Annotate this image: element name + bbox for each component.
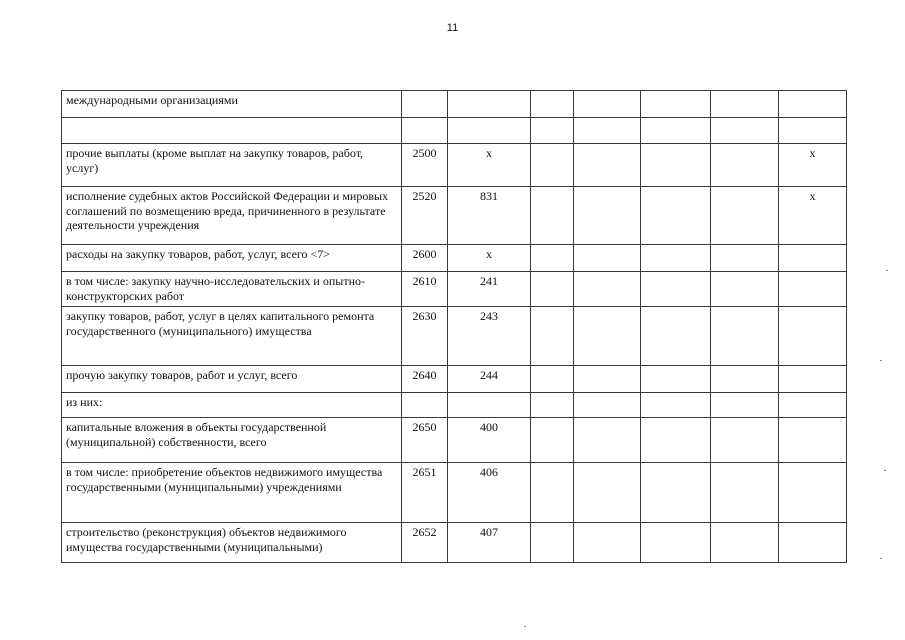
row-name-cell: строительство (реконструкция) объектов недвижимого имущества государственными (муниципальными) xyxy=(62,523,402,563)
row-value-cell xyxy=(711,91,779,118)
row-kbk-cell xyxy=(448,393,531,418)
row-value-cell xyxy=(711,307,779,366)
row-value-cell xyxy=(641,393,711,418)
row-kbk-cell: х xyxy=(448,245,531,272)
row-value-cell xyxy=(779,272,847,307)
row-value-cell xyxy=(574,523,641,563)
row-value-cell xyxy=(531,245,574,272)
row-code-cell: 2652 xyxy=(402,523,448,563)
table-row xyxy=(62,523,847,563)
scan-speck xyxy=(886,270,888,271)
row-code-cell: 2610 xyxy=(402,272,448,307)
row-value-cell xyxy=(641,187,711,245)
row-value-cell xyxy=(779,307,847,366)
row-kbk-cell: 241 xyxy=(448,272,531,307)
row-value-cell xyxy=(641,418,711,463)
row-kbk-cell: 244 xyxy=(448,366,531,393)
row-value-cell xyxy=(574,118,641,144)
row-value-cell xyxy=(531,272,574,307)
row-value-cell xyxy=(779,523,847,563)
row-value-cell xyxy=(711,523,779,563)
budget-table xyxy=(61,90,847,563)
table-row xyxy=(62,463,847,523)
row-value-cell xyxy=(531,393,574,418)
row-value-cell xyxy=(711,463,779,523)
scan-speck xyxy=(880,360,882,361)
page-number: 11 xyxy=(446,22,459,34)
row-value-cell: х xyxy=(779,187,847,245)
row-kbk-cell: 406 xyxy=(448,463,531,523)
row-value-cell xyxy=(574,272,641,307)
row-name-cell xyxy=(62,118,402,144)
row-name-cell: расходы на закупку товаров, работ, услуг, всего <7> xyxy=(62,245,402,272)
row-kbk-cell: 400 xyxy=(448,418,531,463)
table-row xyxy=(62,307,847,366)
row-kbk-cell: 407 xyxy=(448,523,531,563)
row-name-cell: капитальные вложения в объекты государственной (муниципальной) собственности, всего xyxy=(62,418,402,463)
row-value-cell xyxy=(574,144,641,187)
row-value-cell xyxy=(531,463,574,523)
row-value-cell xyxy=(641,118,711,144)
row-code-cell: 2520 xyxy=(402,187,448,245)
row-name-cell: в том числе: приобретение объектов недвижимого имущества государственными (муниципальными) учреждениями xyxy=(62,463,402,523)
row-name-cell: международными организациями xyxy=(62,91,402,118)
row-name-cell: закупку товаров, работ, услуг в целях капитального ремонта государственного (муниципального) имущества xyxy=(62,307,402,366)
row-value-cell xyxy=(574,418,641,463)
row-value-cell xyxy=(779,245,847,272)
scan-speck xyxy=(884,470,886,471)
scan-speck xyxy=(880,558,882,559)
table-row xyxy=(62,418,847,463)
table-row xyxy=(62,366,847,393)
table-row xyxy=(62,118,847,144)
row-value-cell xyxy=(531,187,574,245)
table-row xyxy=(62,393,847,418)
row-code-cell xyxy=(402,91,448,118)
row-value-cell xyxy=(641,463,711,523)
row-value-cell xyxy=(711,144,779,187)
row-value-cell xyxy=(574,393,641,418)
table-row xyxy=(62,245,847,272)
row-value-cell xyxy=(531,91,574,118)
row-value-cell xyxy=(531,366,574,393)
row-value-cell xyxy=(641,366,711,393)
row-kbk-cell: 831 xyxy=(448,187,531,245)
row-value-cell xyxy=(574,463,641,523)
row-kbk-cell xyxy=(448,91,531,118)
row-value-cell xyxy=(641,307,711,366)
row-value-cell xyxy=(641,523,711,563)
row-code-cell: 2600 xyxy=(402,245,448,272)
row-name-cell: исполнение судебных актов Российской Федерации и мировых соглашений по возмещению вреда, причиненного в результате деятельности учреждения xyxy=(62,187,402,245)
row-value-cell xyxy=(641,144,711,187)
row-value-cell: х xyxy=(779,144,847,187)
row-name-cell: из них: xyxy=(62,393,402,418)
row-code-cell xyxy=(402,393,448,418)
scan-speck xyxy=(524,626,526,627)
table-row xyxy=(62,91,847,118)
row-value-cell xyxy=(641,245,711,272)
row-name-cell: в том числе: закупку научно-исследовательских и опытно-конструкторских работ xyxy=(62,272,402,307)
row-value-cell xyxy=(531,418,574,463)
row-value-cell xyxy=(574,91,641,118)
row-kbk-cell: 243 xyxy=(448,307,531,366)
row-name-cell: прочую закупку товаров, работ и услуг, всего xyxy=(62,366,402,393)
row-value-cell xyxy=(711,393,779,418)
table-row xyxy=(62,272,847,307)
row-value-cell xyxy=(779,118,847,144)
row-code-cell: 2640 xyxy=(402,366,448,393)
row-value-cell xyxy=(531,523,574,563)
row-value-cell xyxy=(641,272,711,307)
table-row xyxy=(62,187,847,245)
row-value-cell xyxy=(574,307,641,366)
row-value-cell xyxy=(711,418,779,463)
row-kbk-cell: х xyxy=(448,144,531,187)
row-value-cell xyxy=(531,144,574,187)
table-row xyxy=(62,144,847,187)
row-value-cell xyxy=(574,245,641,272)
row-code-cell: 2651 xyxy=(402,463,448,523)
row-value-cell xyxy=(574,187,641,245)
row-value-cell xyxy=(641,91,711,118)
row-value-cell xyxy=(711,245,779,272)
row-value-cell xyxy=(779,418,847,463)
row-code-cell: 2500 xyxy=(402,144,448,187)
row-value-cell xyxy=(711,118,779,144)
row-value-cell xyxy=(711,187,779,245)
row-code-cell: 2630 xyxy=(402,307,448,366)
row-value-cell xyxy=(711,272,779,307)
row-value-cell xyxy=(531,118,574,144)
row-kbk-cell xyxy=(448,118,531,144)
row-value-cell xyxy=(779,463,847,523)
row-name-cell: прочие выплаты (кроме выплат на закупку товаров, работ, услуг) xyxy=(62,144,402,187)
row-value-cell xyxy=(531,307,574,366)
row-value-cell xyxy=(574,366,641,393)
row-value-cell xyxy=(711,366,779,393)
row-value-cell xyxy=(779,366,847,393)
row-value-cell xyxy=(779,393,847,418)
row-code-cell xyxy=(402,118,448,144)
row-code-cell: 2650 xyxy=(402,418,448,463)
row-value-cell xyxy=(779,91,847,118)
